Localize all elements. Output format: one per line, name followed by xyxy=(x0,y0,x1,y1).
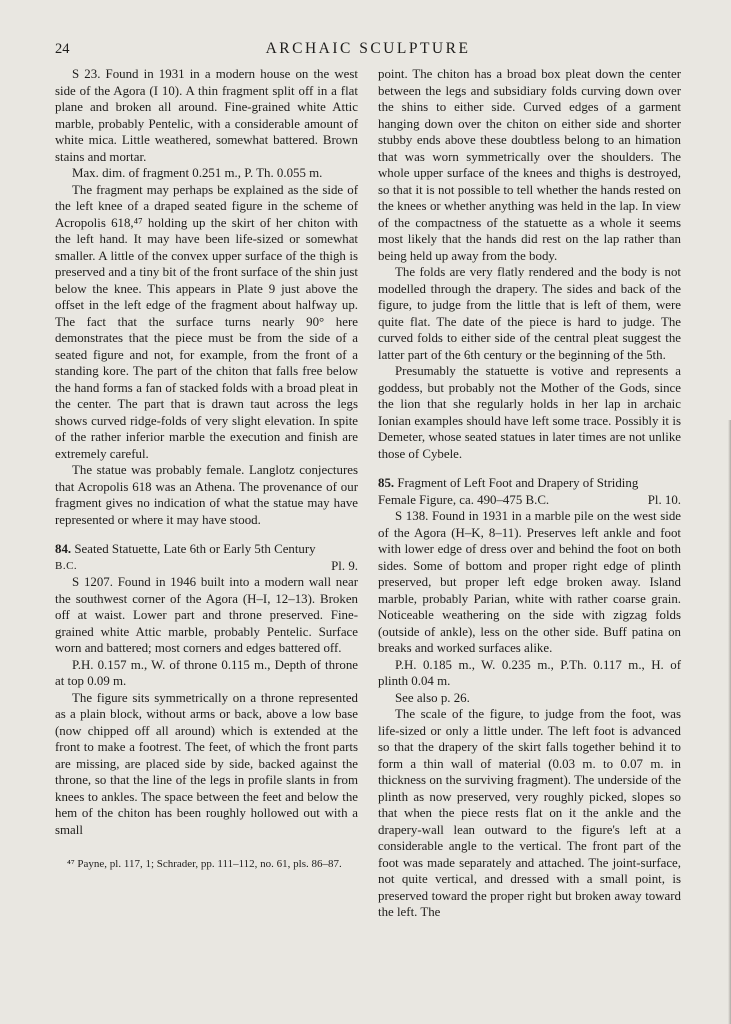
entry-84-subtitle-line xyxy=(55,558,358,575)
paragraph-s1207-identification: Presumably the statuette is votive and represents a goddess, but probably not the Mother of the Gods, since the lion that she regularly holds in her lap in archaic Ionian examples should have left some trace. Possibly it is Demeter, whose seated statues in later times are not unlike those of Cybele. xyxy=(378,364,681,461)
entry-heading-84 xyxy=(55,541,358,574)
entry-84-number: 84. xyxy=(55,542,72,556)
paragraph-s1207-dimensions: P.H. 0.157 m., W. of throne 0.115 m., Depth of throne at top 0.09 m. xyxy=(55,657,358,688)
paragraph-s23-interpretation: The statue was probably female. Langlotz conjectures that Acropolis 618 was an Athena. The provenance of our fragment gives no indication of what the statue may have represented or where it may have stood. xyxy=(55,463,358,527)
paragraph-s138-dimensions: P.H. 0.185 m., W. 0.235 m., P.Th. 0.117 m., H. of plinth 0.04 m. xyxy=(378,657,681,688)
footnote-47-text: ⁴⁷ Payne, pl. 117, 1; Schrader, pp. 111–112, no. 61, pls. 86–87. xyxy=(67,858,342,870)
running-head-title: ARCHAIC SCULPTURE xyxy=(265,40,471,57)
paragraph-s1207-description: S 1207. Found in 1946 built into a modern wall near the southwest corner of the Agora (H–I, 12–13). Broken off at waist. Lower part and throne preserved. Fine-grained white Attic marble, probably Pentelic. Surface worn and battered; most corners and edges battered off. xyxy=(55,575,358,655)
entry-85-subtitle-line xyxy=(378,492,681,509)
entry-84-title-continuation: B.C. xyxy=(55,559,78,572)
paragraph-s23-dimensions: Max. dim. of fragment 0.251 m., P. Th. 0.055 m. xyxy=(72,166,323,180)
entry-84-title: Seated Statuette, Late 6th or Early 5th Century xyxy=(71,542,316,556)
entry-84-plate-reference: Pl. 9. xyxy=(331,558,358,573)
entry-85-number: 85. xyxy=(378,476,395,490)
paragraph-s23-description: S 23. Found in 1931 in a modern house on the west side of the Agora (I 10). A thin fragment split off in a flat plane and broken all around. Fine-grained white Attic marble, probably Pentelic, with a considerable amount of white mica. Little weathered, somewhat battered. Brown stains and mortar. xyxy=(55,67,358,164)
entry-85-title-line xyxy=(378,475,681,492)
paragraph-s1207-discussion: The figure sits symmetrically on a throne represented as a plain block, without arms or back, above a low base (now chipped off all around) which is extended at the front to make a footrest. The feet, of which the front parts are missing, are placed side by side, backed against the throne, so that the line of the legs in profile slants in from knees to ankles. The space between the feet and below the hem of the chiton has been roughly hollowed out with a small xyxy=(55,690,358,837)
entry-heading-85 xyxy=(378,475,681,508)
left-column xyxy=(55,66,358,921)
paragraph-s138-see-also: See also p. 26. xyxy=(395,690,470,705)
paragraph-s1207-folds: The folds are very flatly rendered and the body is not modelled through the drapery. The sides and back of the figure, to judge from the little that is left of them, were quite flat. The date of the piece is hard to judge. The curved folds to either side of the central pleat suggest the latter part of the 6th century or the beginning of the 5th. xyxy=(378,265,681,362)
right-column xyxy=(378,66,681,921)
entry-85-plate-reference: Pl. 10. xyxy=(647,492,681,507)
page-number: 24 xyxy=(55,41,70,57)
entry-85-title: Fragment of Left Foot and Drapery of Striding xyxy=(394,476,639,490)
paragraph-s138-description: S 138. Found in 1931 in a marble pile on the west side of the Agora (H–K, 8–11). Preserves left ankle and foot with lower edge of dress over and behind the foot on both sides. Some of bottom and proper right edge of plinth preserved, but proper left edge broken away. Island marble, probably Parian, white with rather coarse grain. Noticeable weathering on the side with zigzag folds (outside of ankle), less on the other side. Buff patina on breaks and worked surfaces alike. xyxy=(378,509,681,655)
running-head xyxy=(55,40,681,62)
paragraph-s23-discussion: The fragment may perhaps be explained as the side of the left knee of a draped seated figure in the scheme of Acropolis 618,⁴⁷ holding up the skirt of her chiton with the left hand. It may have been life-sized or somewhat smaller. A little of the convex upper surface of the thigh is preserved and a tiny bit of the front surface of the shin just below the knee. This appears in Plate 9 just above the offset in the left edge of the fragment about halfway up. The fact that the surface turns nearly 90° here demonstrates that the piece must be from the side of a seated figure and not, for example, from the front of a standing kore. The part of the chiton that falls free below the hand forms a fan of stacked folds with a broad pleat in the center. The part that is drawn taut across the legs shows curved ridge-folds of very slight elevation. In spite of the rather inferior marble the execution and finish are extremely careful. xyxy=(55,182,358,461)
paragraph-s1207-continuation: point. The chiton has a broad box pleat down the center between the legs and subsidiary folds curving down over the shins to either side. Curved edges of a garment hanging down over the chiton on either side and shorter stubby ends above these doubtless belong to an himation that was worn symmetrically over the shoulders. The whole upper surface of the knees and thighs is destroyed, so that it is not possible to tell whether the hands rested on the knees or whether anything was held in the lap. In view of the compactness of the statuette as a whole it seems most likely that the hands did rest on the lap rather than being held up away from the body. xyxy=(378,67,681,263)
entry-84-title-line xyxy=(55,541,358,558)
paragraph-s138-discussion: The scale of the figure, to judge from the foot, was life-sized or only a little under. The left foot is advanced so that the drapery of the skirt falls together behind it to form a thin wall of material (0.03 m. to 0.07 m. in thickness on the surviving fragment). The underside of the plinth as now preserved, very roughly picked, slopes so that when the piece rests flat on it the ankle and the drapery-wall lean outward to the figure's left at a considerable angle to the vertical. The front part of the foot was made separately and attached. The joint-surface, not quite vertical, and dressed with a small point, is preserved toward the proper right but broken away toward the left. The xyxy=(378,707,681,919)
entry-85-title-continuation: Female Figure, ca. 490–475 B.C. xyxy=(378,492,550,507)
footnote-47 xyxy=(55,858,358,872)
text-columns xyxy=(55,66,681,921)
